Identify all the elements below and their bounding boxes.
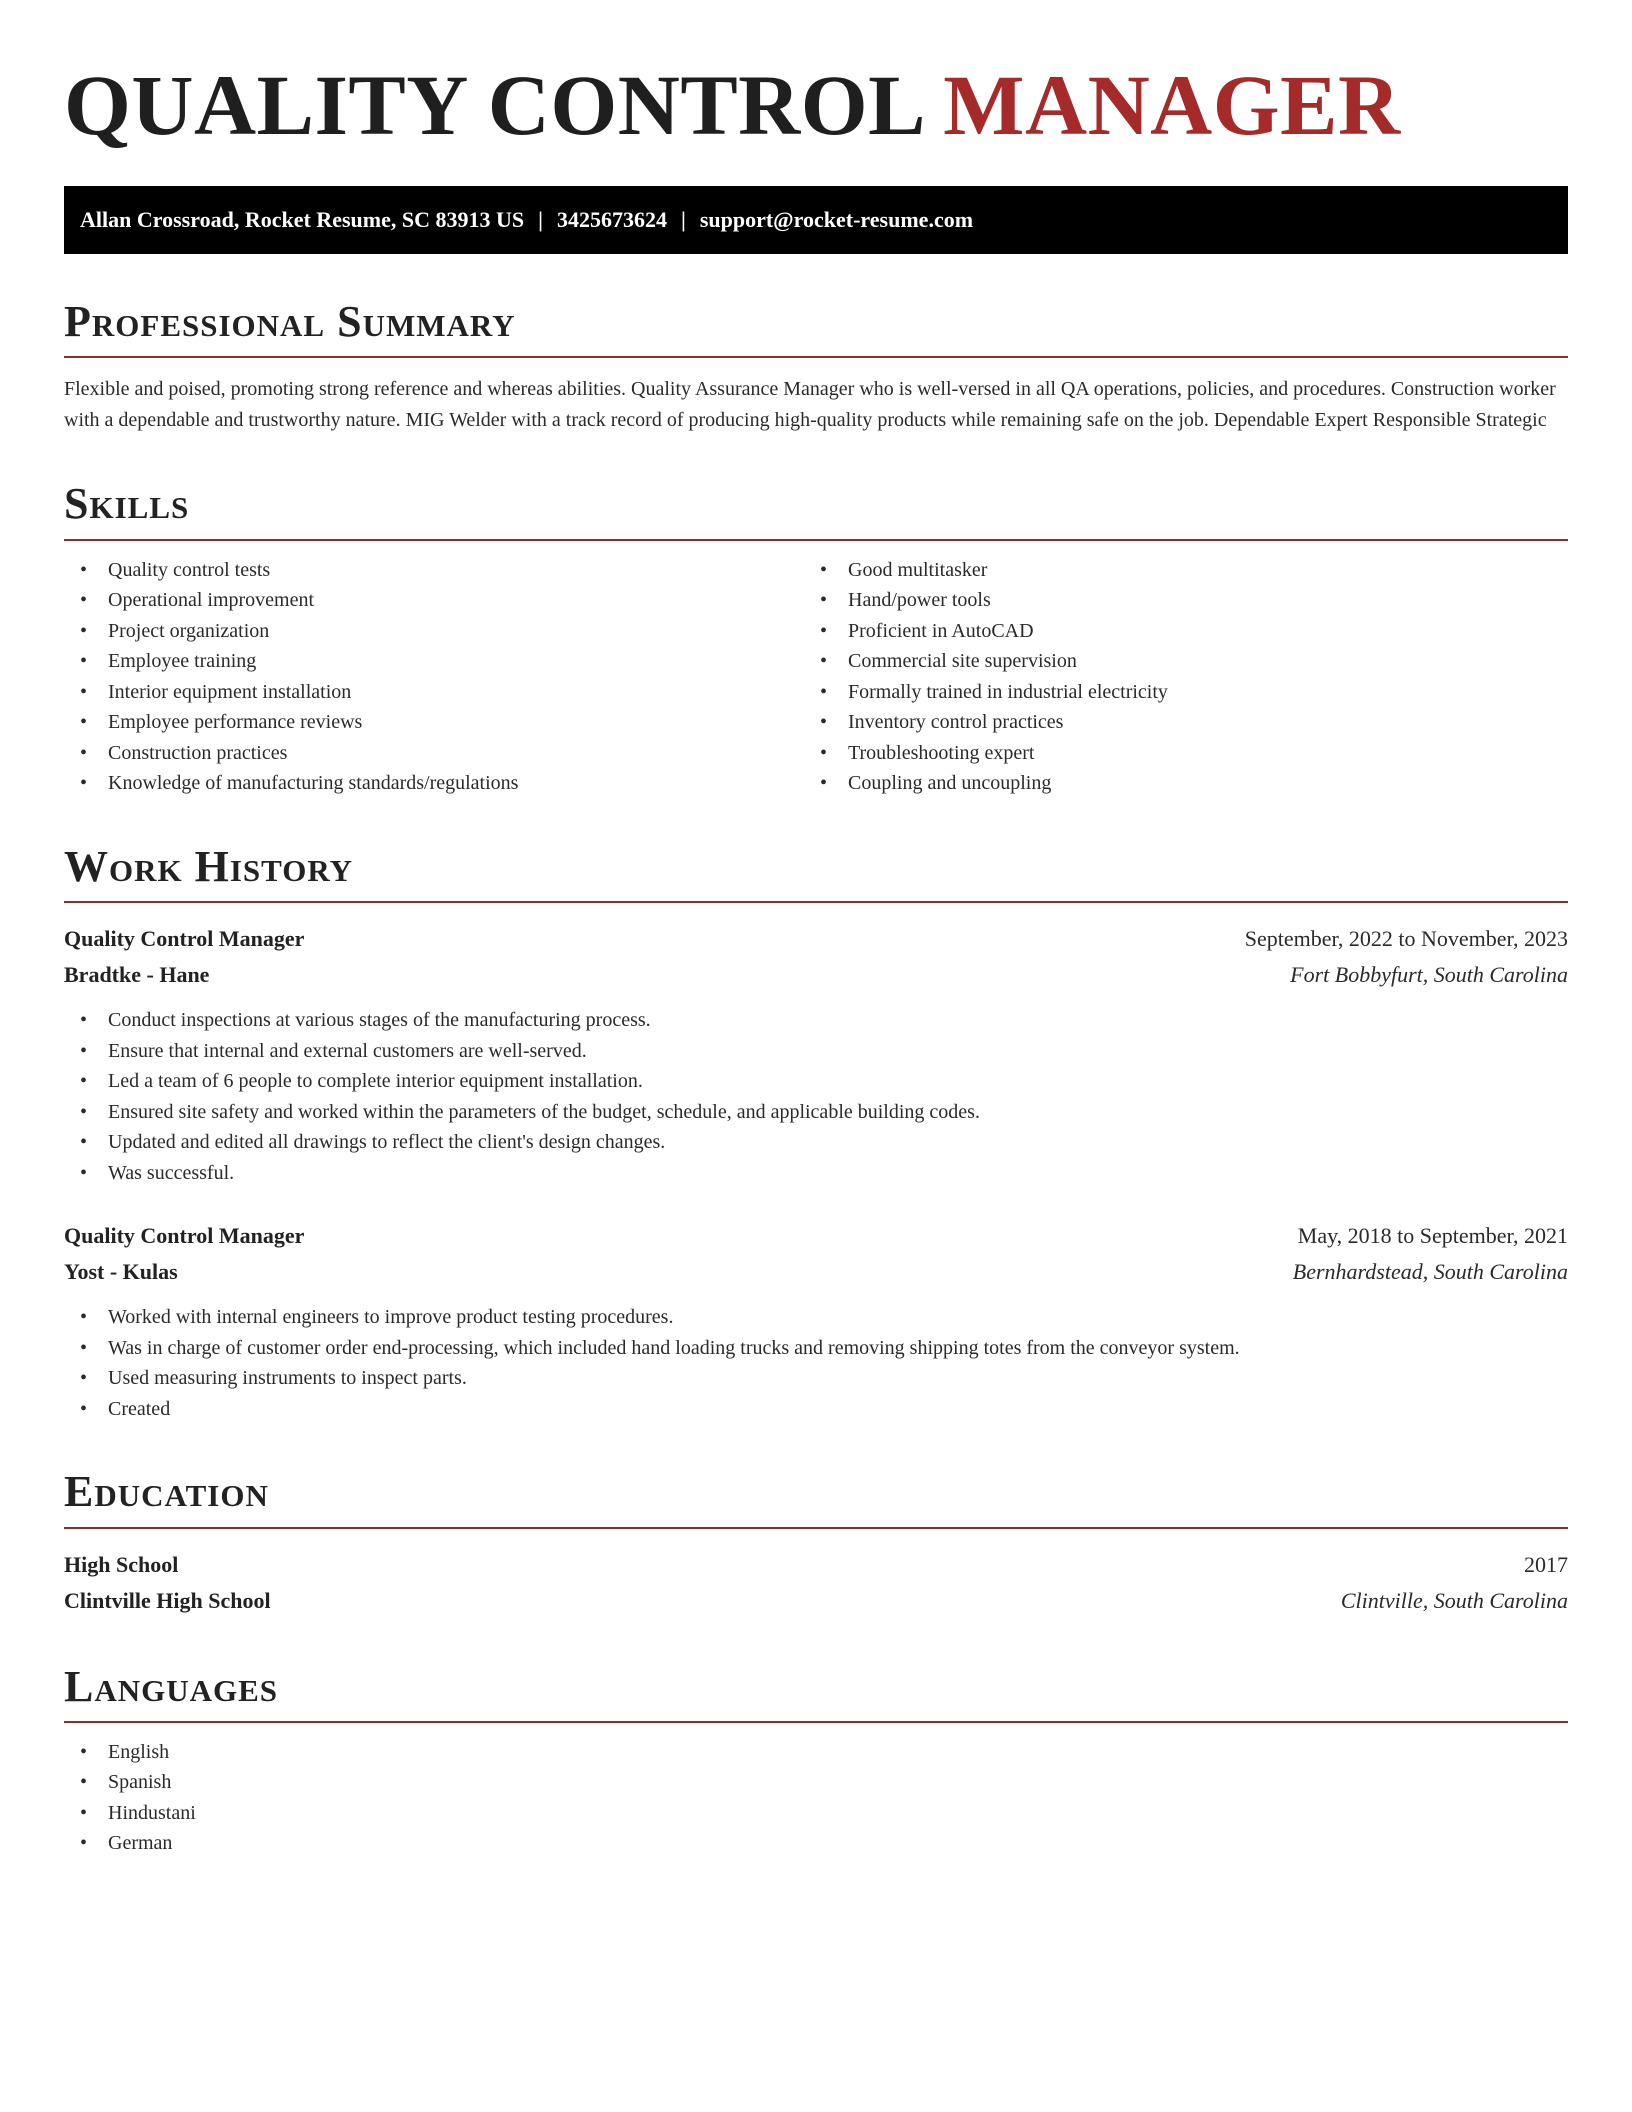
education-school-row <box>64 1583 1568 1619</box>
job-dates: September, 2022 to November, 2023 <box>1244 926 1568 952</box>
job-entry <box>64 1218 1568 1424</box>
skill-item: • Knowledge of manufacturing standards/regulations <box>64 768 804 799</box>
language-item: • Spanish <box>64 1767 1568 1798</box>
job-header-row <box>64 921 1568 957</box>
skill-item: • Formally trained in industrial electricity <box>804 677 1544 708</box>
section-heading-education: Education <box>64 1468 1568 1528</box>
title-accent: MANAGER <box>943 57 1401 153</box>
section-heading-summary: Professional Summary <box>64 298 1568 358</box>
skill-item: • Commercial site supervision <box>804 646 1544 677</box>
skills-list-left <box>64 555 804 799</box>
job-entry <box>64 921 1568 1188</box>
job-duty: • Worked with internal engineers to improve product testing procedures. <box>64 1302 1568 1333</box>
job-duty: • Was successful. <box>64 1158 1568 1189</box>
skill-item: • Troubleshooting expert <box>804 738 1544 769</box>
education-year: 2017 <box>1524 1551 1568 1577</box>
contact-separator: | <box>680 207 686 232</box>
education-entry <box>64 1547 1568 1619</box>
skill-item: • Project organization <box>64 616 804 647</box>
job-company: Yost - Kulas <box>64 1259 178 1285</box>
skill-item: • Quality control tests <box>64 555 804 586</box>
job-company-row <box>64 1254 1568 1290</box>
job-duty: • Ensure that internal and external customers are well-served. <box>64 1036 1568 1067</box>
job-company-row <box>64 957 1568 993</box>
education-degree: High School <box>64 1551 179 1577</box>
skill-item: • Construction practices <box>64 738 804 769</box>
job-location: Fort Bobbyfurt, South Carolina <box>1290 962 1568 988</box>
education-school: Clintville High School <box>64 1587 271 1613</box>
skill-item: • Coupling and uncoupling <box>804 768 1544 799</box>
language-item: • German <box>64 1828 1568 1859</box>
title-main: QUALITY CONTROL <box>64 57 922 153</box>
resume-title <box>64 56 1568 153</box>
job-title: Quality Control Manager <box>64 926 305 952</box>
job-duty: • Was in charge of customer order end-processing, which included hand loading trucks and removing shipping totes from the conveyor system. <box>64 1333 1568 1364</box>
job-duty: • Updated and edited all drawings to reflect the client's design changes. <box>64 1127 1568 1158</box>
contact-separator: | <box>538 207 543 232</box>
section-heading-languages: Languages <box>64 1663 1568 1723</box>
contact-email: support@rocket-resume.com <box>699 207 974 232</box>
skill-item: • Employee training <box>64 646 804 677</box>
skill-item: • Good multitasker <box>804 555 1544 586</box>
job-duties-list <box>64 1302 1568 1424</box>
job-title: Quality Control Manager <box>64 1223 305 1249</box>
job-dates: May, 2018 to September, 2021 <box>1297 1223 1568 1249</box>
skills-grid <box>64 555 1568 799</box>
section-heading-skills: Skills <box>64 480 1568 540</box>
job-duty: • Ensured site safety and worked within the parameters of the budget, schedule, and applicable building codes. <box>64 1097 1568 1128</box>
job-location: Bernhardstead, South Carolina <box>1292 1259 1568 1285</box>
job-duty: • Used measuring instruments to inspect parts. <box>64 1363 1568 1394</box>
job-company: Bradtke - Hane <box>64 962 210 988</box>
education-degree-row <box>64 1547 1568 1583</box>
languages-list <box>64 1737 1568 1859</box>
section-heading-work-history: Work History <box>64 843 1568 903</box>
skill-item: • Interior equipment installation <box>64 677 804 708</box>
language-item: • Hindustani <box>64 1798 1568 1829</box>
skill-item: • Hand/power tools <box>804 585 1544 616</box>
job-duty: • Conduct inspections at various stages of the manufacturing process. <box>64 1005 1568 1036</box>
job-duty: • Created <box>64 1394 1568 1425</box>
language-item: • English <box>64 1737 1568 1768</box>
skill-item: • Proficient in AutoCAD <box>804 616 1544 647</box>
skill-item: • Inventory control practices <box>804 707 1544 738</box>
job-header-row <box>64 1218 1568 1254</box>
skills-column-right <box>804 555 1544 799</box>
education-location: Clintville, South Carolina <box>1340 1587 1568 1613</box>
contact-phone: 3425673624 <box>556 207 667 232</box>
skills-list-right <box>804 555 1544 799</box>
contact-bar <box>64 186 1568 254</box>
job-duty: • Led a team of 6 people to complete interior equipment installation. <box>64 1066 1568 1097</box>
job-duties-list <box>64 1005 1568 1188</box>
skills-column-left <box>64 555 804 799</box>
summary-text: Flexible and poised, promoting strong reference and whereas abilities. Quality Assurance Manager who is well-versed in all QA operations, policies, and procedures. Construction worker with a dependable and trustworthy nature. MIG Welder with a track record of producing high-quality products while remaining safe on the job. Dependable Expert Responsible Strategic <box>64 378 1556 432</box>
skill-item: • Employee performance reviews <box>64 707 804 738</box>
contact-address: Allan Crossroad, Rocket Resume, SC 83913 US <box>80 207 525 232</box>
skill-item: • Operational improvement <box>64 585 804 616</box>
